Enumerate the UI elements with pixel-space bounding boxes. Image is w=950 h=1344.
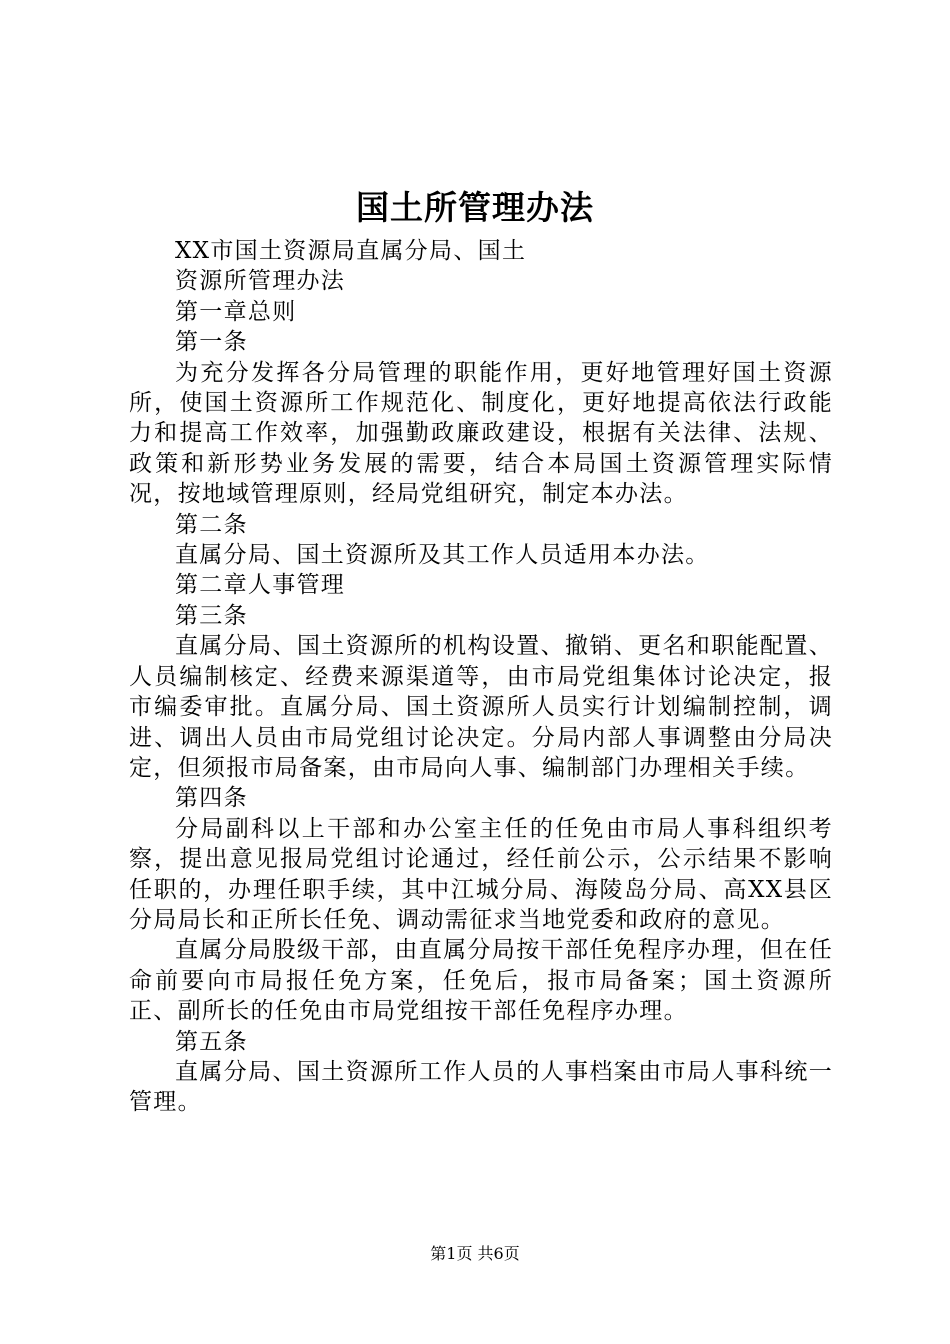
article-5-heading: 第五条 <box>175 1028 248 1055</box>
chapter-2-heading: 第二章人事管理 <box>175 572 346 599</box>
document-body <box>129 236 833 1118</box>
article-2-text: 直属分局、国土资源所及其工作人员适用本办法。 <box>175 542 710 569</box>
article-3-heading: 第三条 <box>175 602 248 629</box>
article-1-heading: 第一条 <box>175 329 248 356</box>
article-5-text: 直属分局、国土资源所工作人员的人事档案由市局人事科统一管理。 <box>129 1058 833 1116</box>
page-indicator: 第1页 共6页 <box>430 1244 520 1263</box>
paragraph-heading-line-2: 资源所管理办法 <box>175 268 346 295</box>
article-1-text: 为充分发挥各分局管理的职能作用，更好地管理好国土资源所，使国土资源所工作规范化、制度化，更好地提高依法行政能力和提高工作效率，加强勤政廉政建设，根据有关法律、法规、政策和新形势业务发展的需要，结合本局国土资源管理实际情况，按地域管理原则，经局党组研究，制定本办法。 <box>129 359 833 508</box>
article-3-text: 直属分局、国土资源所的机构设置、撤销、更名和职能配置、人员编制核定、经费来源渠道等，由市局党组集体讨论决定，报市编委审批。直属分局、国土资源所人员实行计划编制控制，调进、调出人员由市局党组讨论决定。分局内部人事调整由分局决定，但须报市局备案，由市局向人事、编制部门办理相关手续。 <box>129 633 833 781</box>
chapter-1-heading: 第一章总则 <box>175 298 297 325</box>
document-title: 国土所管理办法 <box>356 188 594 227</box>
article-4-heading: 第四条 <box>175 785 248 812</box>
article-4-text-2: 直属分局股级干部，由直属分局按干部任免程序办理，但在任命前要向市局报任免方案，任免后，报市局备案；国土资源所正、副所长的任免由市局党组按干部任免程序办理。 <box>129 937 833 1025</box>
article-2-heading: 第二条 <box>175 511 248 538</box>
paragraph-heading-line-1: XX市国土资源局直属分局、国土 <box>175 238 527 264</box>
article-4-text-1: 分局副科以上干部和办公室主任的任免由市局人事科组织考察，提出意见报局党组讨论通过，经任前公示，公示结果不影响任职的，办理任职手续，其中江城分局、海陵岛分局、高XX县区分局局长和正所长任免、调动需征求当地党委和政府的意见。 <box>129 815 833 933</box>
